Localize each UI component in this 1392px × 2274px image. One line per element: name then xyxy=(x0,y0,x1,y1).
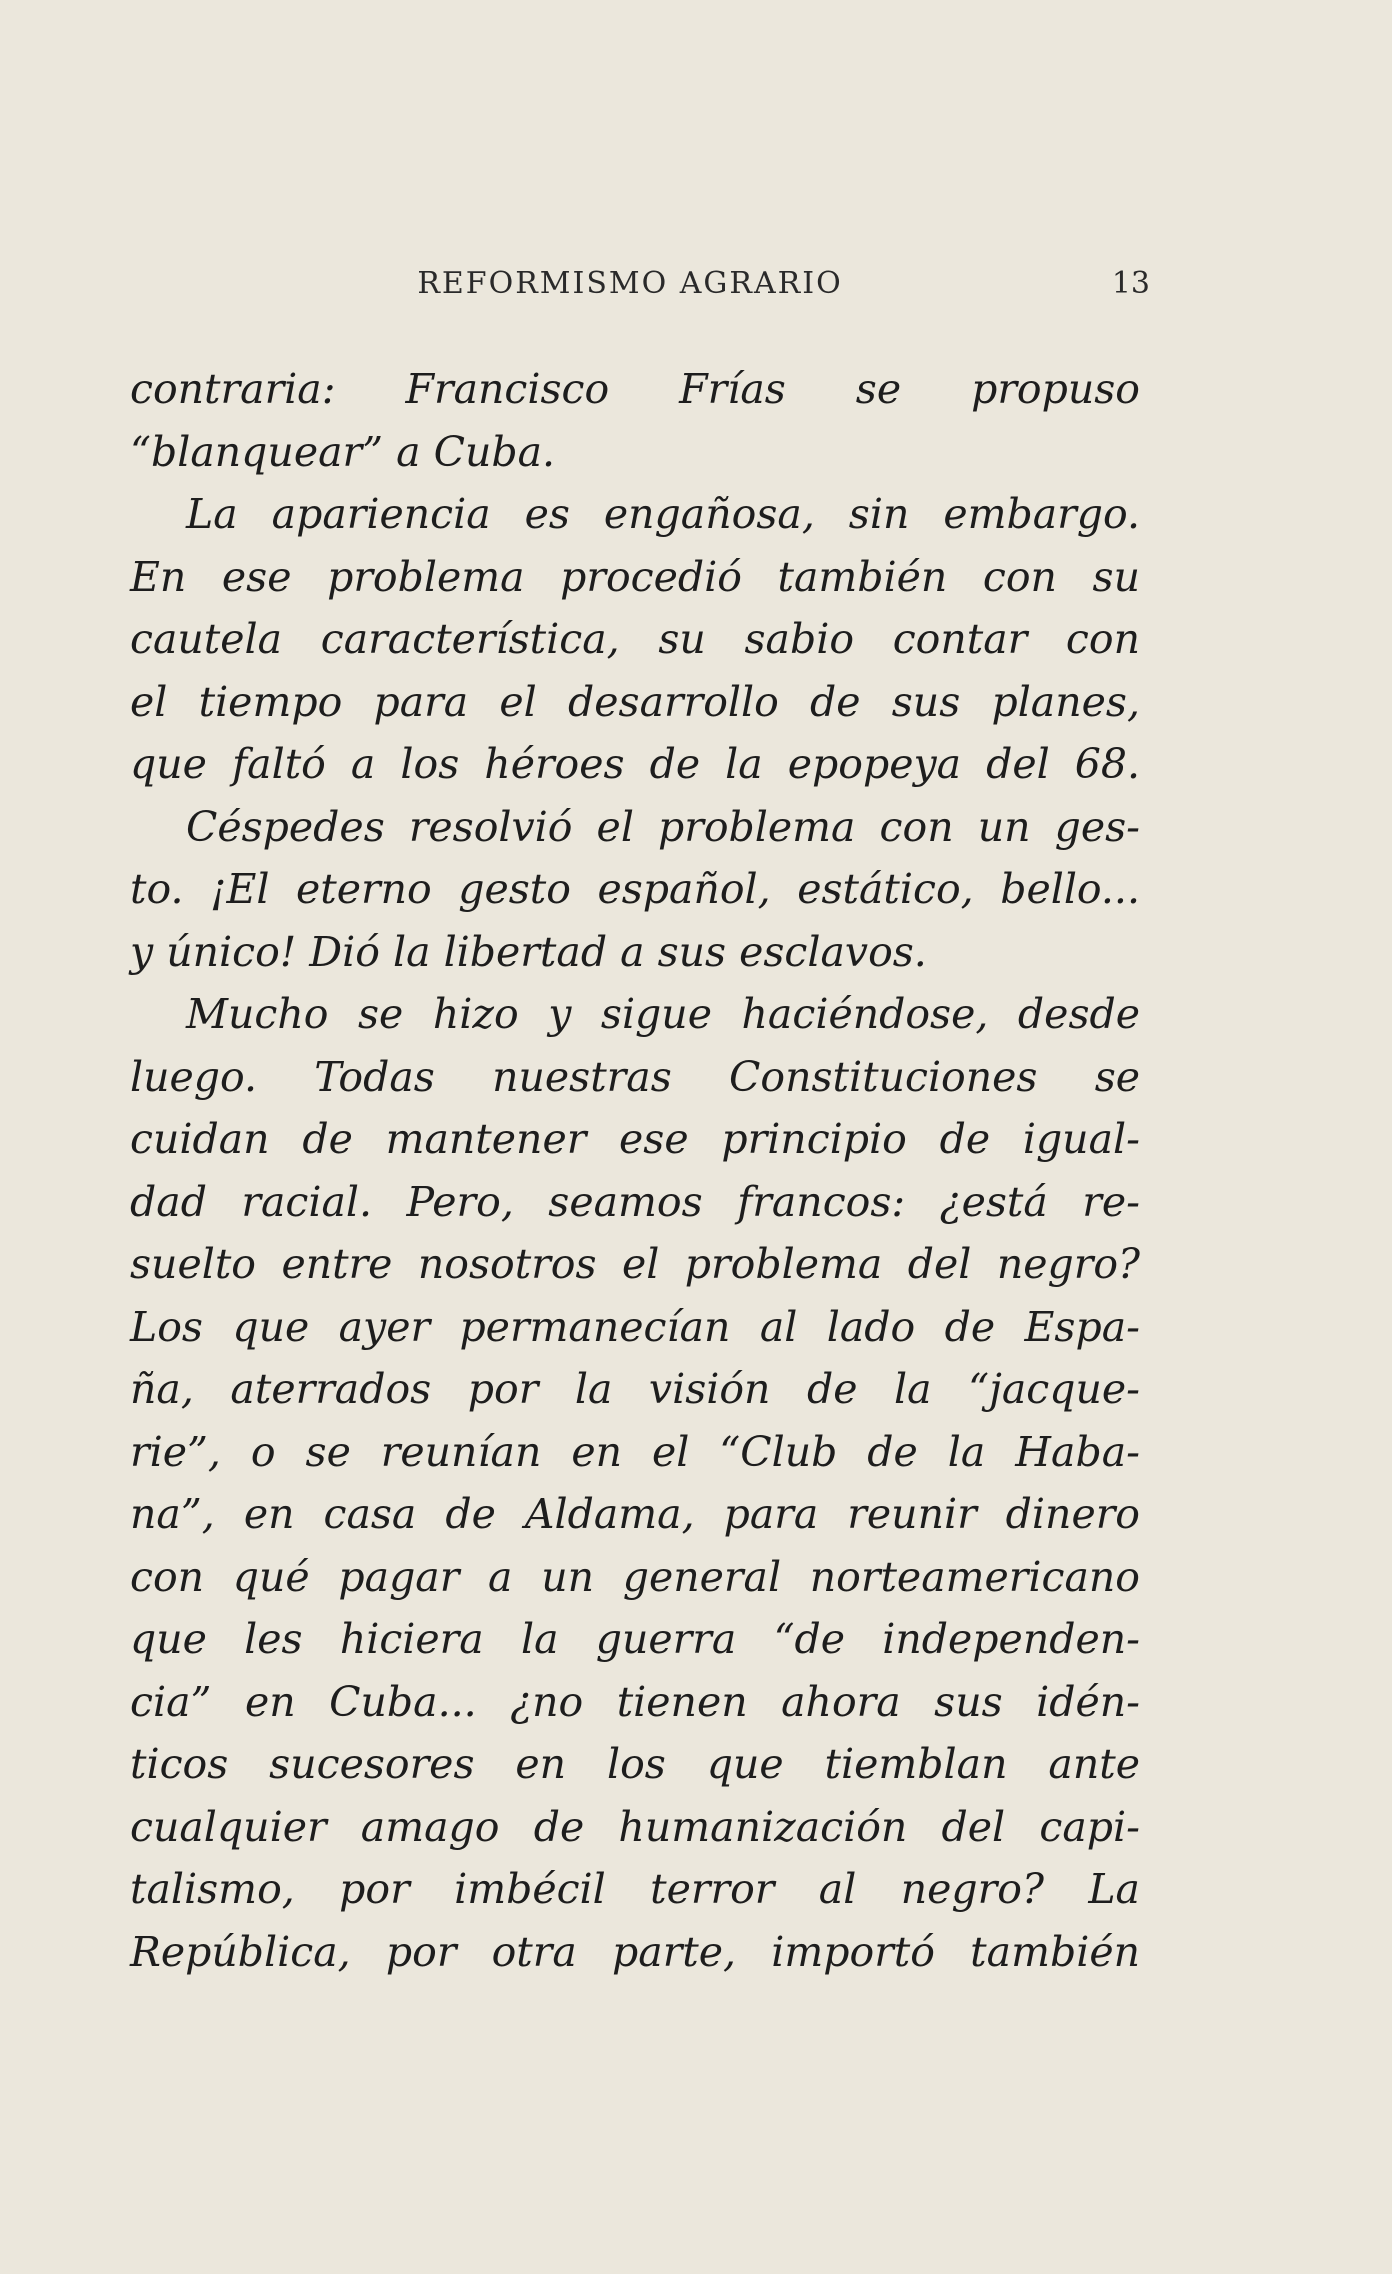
text-line: ña, aterrados por la visión de la “jacque- xyxy=(130,1365,1140,1413)
text-line: En ese problema procedió también con su xyxy=(130,552,1140,601)
body-text xyxy=(130,358,1140,1983)
text-line: Céspedes resolvió el problema con un ges- xyxy=(186,802,1140,851)
text-line: ticos sucesores en los que tiemblan ante xyxy=(130,1740,1140,1788)
text-line: to. ¡El eterno gesto español, estático, bello... xyxy=(130,865,1140,913)
text-line: que faltó a los héroes de la epopeya del 68. xyxy=(130,740,1140,788)
text-line: que les hiciera la guerra “de independen- xyxy=(130,1615,1140,1663)
text-line: cia” en Cuba... ¿no tienen ahora sus idén- xyxy=(130,1677,1140,1726)
text-line: rie”, o se reunían en el “Club de la Haba- xyxy=(130,1427,1140,1476)
text-line: y único! Dió la libertad a sus esclavos. xyxy=(130,927,927,976)
text-line: Los que ayer permanecían al lado de Espa- xyxy=(130,1302,1140,1351)
text-line: República, por otra parte, importó también xyxy=(130,1927,1140,1976)
text-line: luego. Todas nuestras Constituciones se xyxy=(130,1052,1140,1101)
running-head xyxy=(130,258,1150,318)
text-line: contraria: Francisco Frías se propuso xyxy=(130,365,1140,413)
text-line: talismo, por imbécil terror al negro? La xyxy=(130,1865,1140,1913)
text-line: “blanquear” a Cuba. xyxy=(130,427,556,476)
running-title: REFORMISMO AGRARIO xyxy=(417,266,843,301)
text-line: con qué pagar a un general norteamericano xyxy=(130,1552,1140,1601)
text-line: suelto entre nosotros el problema del negro? xyxy=(130,1240,1140,1288)
text-line: cualquier amago de humanización del capi- xyxy=(130,1802,1140,1851)
text-line: el tiempo para el desarrollo de sus planes, xyxy=(130,677,1140,726)
text-line: dad racial. Pero, seamos francos: ¿está re- xyxy=(130,1177,1140,1226)
text-line: cuidan de mantener ese principio de igual- xyxy=(130,1115,1140,1163)
text-line: cautela característica, su sabio contar con xyxy=(130,615,1140,663)
text-line: Mucho se hizo y sigue haciéndose, desde xyxy=(186,990,1140,1038)
text-line: na”, en casa de Aldama, para reunir dinero xyxy=(130,1490,1140,1538)
text-line: La apariencia es engañosa, sin embargo. xyxy=(186,490,1140,538)
page-number: 13 xyxy=(1111,266,1150,301)
